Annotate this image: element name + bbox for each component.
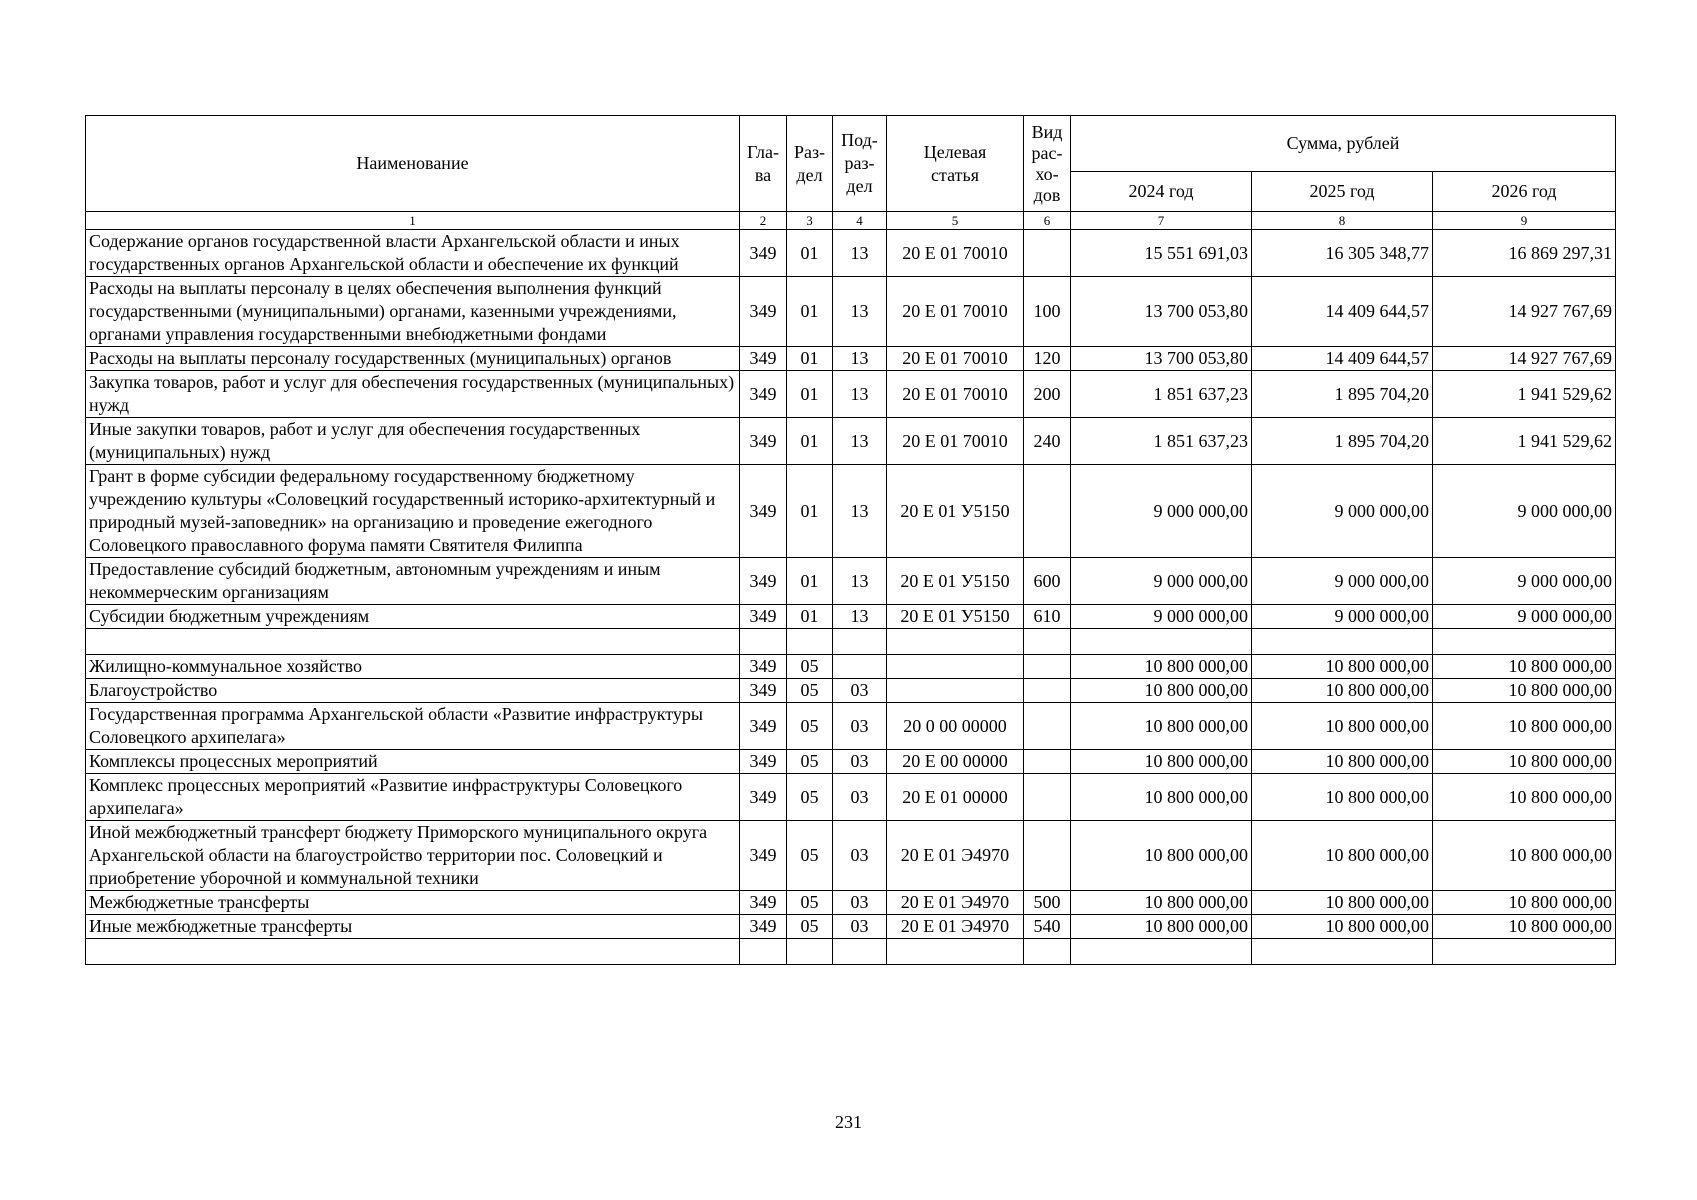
row-vid-rashodov — [1024, 465, 1071, 558]
row-name: Иные закупки товаров, работ и услуг для обеспечения государственных (муниципальных) нужд — [86, 418, 740, 465]
header-glava: Гла- ва — [740, 116, 787, 212]
row-vid-rashodov: 600 — [1024, 558, 1071, 605]
row-sum-2025: 10 800 000,00 — [1252, 891, 1433, 915]
row-tselevaya-statya: 20 Е 01 70010 — [887, 230, 1024, 277]
row-name: Содержание органов государственной власти Архангельской области и иных государственных органов Архангельской области и обеспечение их функций — [86, 230, 740, 277]
header-year-2026: 2026 год — [1433, 172, 1616, 212]
column-number: 5 — [887, 212, 1024, 230]
row-tselevaya-statya — [887, 629, 1024, 655]
row-name: Комплекс процессных мероприятий «Развитие инфраструктуры Соловецкого архипелага» — [86, 774, 740, 821]
row-glava — [740, 629, 787, 655]
row-vid-rashodov: 100 — [1024, 277, 1071, 347]
row-sum-2026 — [1433, 939, 1616, 965]
header-summa: Сумма, рублей — [1071, 116, 1616, 172]
row-sum-2025: 14 409 644,57 — [1252, 347, 1433, 371]
row-podrazdel: 03 — [833, 915, 887, 939]
header-vid-rashodov: Вид рас- хо- дов — [1024, 116, 1071, 212]
row-razdel: 05 — [787, 750, 833, 774]
row-sum-2026: 10 800 000,00 — [1433, 821, 1616, 891]
table-row — [86, 703, 1616, 750]
row-sum-2025: 9 000 000,00 — [1252, 558, 1433, 605]
row-sum-2026: 1 941 529,62 — [1433, 371, 1616, 418]
row-tselevaya-statya: 20 0 00 00000 — [887, 703, 1024, 750]
header-tselevaya-statya: Целевая статья — [887, 116, 1024, 212]
row-podrazdel — [833, 629, 887, 655]
row-sum-2025: 10 800 000,00 — [1252, 655, 1433, 679]
row-razdel: 01 — [787, 558, 833, 605]
column-number: 7 — [1071, 212, 1252, 230]
row-glava: 349 — [740, 418, 787, 465]
row-sum-2025: 10 800 000,00 — [1252, 750, 1433, 774]
row-sum-2025: 1 895 704,20 — [1252, 371, 1433, 418]
row-podrazdel: 03 — [833, 891, 887, 915]
row-name: Субсидии бюджетным учреждениям — [86, 605, 740, 629]
row-razdel: 01 — [787, 371, 833, 418]
row-name: Жилищно-коммунальное хозяйство — [86, 655, 740, 679]
row-podrazdel: 13 — [833, 558, 887, 605]
row-razdel: 01 — [787, 465, 833, 558]
row-sum-2025: 9 000 000,00 — [1252, 465, 1433, 558]
row-tselevaya-statya — [887, 679, 1024, 703]
row-tselevaya-statya: 20 Е 01 У5150 — [887, 605, 1024, 629]
row-vid-rashodov: 500 — [1024, 891, 1071, 915]
row-razdel: 05 — [787, 774, 833, 821]
row-sum-2025: 10 800 000,00 — [1252, 774, 1433, 821]
row-podrazdel: 03 — [833, 750, 887, 774]
row-razdel: 01 — [787, 418, 833, 465]
row-vid-rashodov — [1024, 230, 1071, 277]
row-sum-2024: 10 800 000,00 — [1071, 703, 1252, 750]
row-podrazdel: 13 — [833, 605, 887, 629]
row-razdel: 01 — [787, 347, 833, 371]
row-name: Межбюджетные трансферты — [86, 891, 740, 915]
row-podrazdel — [833, 939, 887, 965]
row-tselevaya-statya: 20 Е 01 70010 — [887, 347, 1024, 371]
row-sum-2025 — [1252, 939, 1433, 965]
row-razdel: 01 — [787, 605, 833, 629]
row-vid-rashodov — [1024, 939, 1071, 965]
row-sum-2026: 10 800 000,00 — [1433, 915, 1616, 939]
row-glava: 349 — [740, 655, 787, 679]
row-name: Иные межбюджетные трансферты — [86, 915, 740, 939]
row-razdel: 05 — [787, 915, 833, 939]
row-razdel: 05 — [787, 891, 833, 915]
row-tselevaya-statya: 20 Е 01 Э4970 — [887, 915, 1024, 939]
row-vid-rashodov — [1024, 655, 1071, 679]
row-name: Закупка товаров, работ и услуг для обеспечения государственных (муниципальных) нужд — [86, 371, 740, 418]
row-razdel: 05 — [787, 655, 833, 679]
table-row — [86, 750, 1616, 774]
column-number: 6 — [1024, 212, 1071, 230]
row-sum-2024: 13 700 053,80 — [1071, 347, 1252, 371]
table-row — [86, 939, 1616, 965]
row-sum-2026: 9 000 000,00 — [1433, 605, 1616, 629]
row-sum-2024: 9 000 000,00 — [1071, 465, 1252, 558]
row-razdel: 01 — [787, 277, 833, 347]
row-sum-2026: 1 941 529,62 — [1433, 418, 1616, 465]
row-sum-2024: 10 800 000,00 — [1071, 821, 1252, 891]
table-row — [86, 629, 1616, 655]
row-sum-2024: 10 800 000,00 — [1071, 750, 1252, 774]
row-name: Государственная программа Архангельской области «Развитие инфраструктуры Соловецкого архипелага» — [86, 703, 740, 750]
column-number: 4 — [833, 212, 887, 230]
table-row — [86, 679, 1616, 703]
column-number: 1 — [86, 212, 740, 230]
row-sum-2025: 16 305 348,77 — [1252, 230, 1433, 277]
row-name: Иной межбюджетный трансферт бюджету Приморского муниципального округа Архангельской области на благоустройство территории пос. Соловецкий и приобретение уборочной и коммунальной техники — [86, 821, 740, 891]
row-name: Комплексы процессных мероприятий — [86, 750, 740, 774]
row-razdel: 05 — [787, 679, 833, 703]
row-vid-rashodov: 240 — [1024, 418, 1071, 465]
row-vid-rashodov — [1024, 629, 1071, 655]
row-podrazdel: 13 — [833, 371, 887, 418]
row-glava: 349 — [740, 774, 787, 821]
table-row — [86, 347, 1616, 371]
row-vid-rashodov — [1024, 774, 1071, 821]
row-tselevaya-statya: 20 Е 01 70010 — [887, 277, 1024, 347]
row-glava: 349 — [740, 465, 787, 558]
row-sum-2024: 1 851 637,23 — [1071, 371, 1252, 418]
row-glava: 349 — [740, 371, 787, 418]
row-sum-2025 — [1252, 629, 1433, 655]
row-sum-2025: 10 800 000,00 — [1252, 679, 1433, 703]
row-sum-2026: 9 000 000,00 — [1433, 558, 1616, 605]
row-glava — [740, 939, 787, 965]
row-podrazdel — [833, 655, 887, 679]
row-sum-2024: 13 700 053,80 — [1071, 277, 1252, 347]
row-vid-rashodov — [1024, 750, 1071, 774]
row-tselevaya-statya: 20 Е 01 У5150 — [887, 558, 1024, 605]
row-razdel — [787, 939, 833, 965]
row-sum-2026 — [1433, 629, 1616, 655]
row-glava: 349 — [740, 230, 787, 277]
row-name: Грант в форме субсидии федеральному государственному бюджетному учреждению культуры «Соловецкий государственный историко-архитектурный и природный музей-заповедник» на организацию и проведение ежегодного Соловецкого православного форума памяти Святителя Филиппа — [86, 465, 740, 558]
row-podrazdel: 03 — [833, 679, 887, 703]
column-number: 8 — [1252, 212, 1433, 230]
row-glava: 349 — [740, 277, 787, 347]
row-sum-2026: 10 800 000,00 — [1433, 679, 1616, 703]
row-tselevaya-statya: 20 Е 01 Э4970 — [887, 891, 1024, 915]
row-vid-rashodov: 610 — [1024, 605, 1071, 629]
budget-table-container — [85, 115, 1615, 965]
row-podrazdel: 03 — [833, 774, 887, 821]
column-number-row — [86, 212, 1616, 230]
table-row — [86, 774, 1616, 821]
row-sum-2024: 10 800 000,00 — [1071, 679, 1252, 703]
table-row — [86, 418, 1616, 465]
row-razdel — [787, 629, 833, 655]
table-row — [86, 558, 1616, 605]
row-tselevaya-statya: 20 Е 01 У5150 — [887, 465, 1024, 558]
row-sum-2025: 10 800 000,00 — [1252, 821, 1433, 891]
row-sum-2024: 10 800 000,00 — [1071, 655, 1252, 679]
header-year-2025: 2025 год — [1252, 172, 1433, 212]
row-sum-2025: 14 409 644,57 — [1252, 277, 1433, 347]
row-sum-2025: 9 000 000,00 — [1252, 605, 1433, 629]
table-row — [86, 277, 1616, 347]
row-tselevaya-statya: 20 Е 01 70010 — [887, 418, 1024, 465]
row-vid-rashodov: 540 — [1024, 915, 1071, 939]
row-sum-2025: 10 800 000,00 — [1252, 915, 1433, 939]
row-razdel: 05 — [787, 821, 833, 891]
row-glava: 349 — [740, 891, 787, 915]
row-podrazdel: 13 — [833, 230, 887, 277]
page-number: 231 — [835, 1112, 862, 1132]
column-number: 9 — [1433, 212, 1616, 230]
row-vid-rashodov — [1024, 821, 1071, 891]
row-glava: 349 — [740, 821, 787, 891]
row-sum-2025: 10 800 000,00 — [1252, 703, 1433, 750]
row-glava: 349 — [740, 679, 787, 703]
row-sum-2026: 10 800 000,00 — [1433, 750, 1616, 774]
row-vid-rashodov — [1024, 703, 1071, 750]
table-row — [86, 655, 1616, 679]
row-podrazdel: 03 — [833, 703, 887, 750]
row-tselevaya-statya — [887, 939, 1024, 965]
row-sum-2024: 10 800 000,00 — [1071, 891, 1252, 915]
row-sum-2024: 10 800 000,00 — [1071, 774, 1252, 821]
row-podrazdel: 03 — [833, 821, 887, 891]
row-glava: 349 — [740, 703, 787, 750]
row-tselevaya-statya: 20 Е 01 00000 — [887, 774, 1024, 821]
row-tselevaya-statya: 20 Е 00 00000 — [887, 750, 1024, 774]
row-vid-rashodov: 120 — [1024, 347, 1071, 371]
row-name: Расходы на выплаты персоналу в целях обеспечения выполнения функций государственными (муниципальными) органами, казенными учреждениями, органами управления государственными внебюджетными фондами — [86, 277, 740, 347]
row-sum-2026: 10 800 000,00 — [1433, 774, 1616, 821]
row-podrazdel: 13 — [833, 465, 887, 558]
row-name: Благоустройство — [86, 679, 740, 703]
table-row — [86, 371, 1616, 418]
table-row — [86, 605, 1616, 629]
row-sum-2024: 9 000 000,00 — [1071, 605, 1252, 629]
row-sum-2026: 10 800 000,00 — [1433, 655, 1616, 679]
table-row — [86, 465, 1616, 558]
row-name: Расходы на выплаты персоналу государственных (муниципальных) органов — [86, 347, 740, 371]
row-sum-2024: 1 851 637,23 — [1071, 418, 1252, 465]
row-tselevaya-statya: 20 Е 01 70010 — [887, 371, 1024, 418]
row-sum-2026: 10 800 000,00 — [1433, 891, 1616, 915]
row-glava: 349 — [740, 750, 787, 774]
header-year-2024: 2024 год — [1071, 172, 1252, 212]
row-sum-2026: 14 927 767,69 — [1433, 347, 1616, 371]
row-sum-2024: 10 800 000,00 — [1071, 915, 1252, 939]
row-name — [86, 629, 740, 655]
table-body — [86, 212, 1616, 965]
row-sum-2024 — [1071, 939, 1252, 965]
row-vid-rashodov: 200 — [1024, 371, 1071, 418]
row-sum-2026: 10 800 000,00 — [1433, 703, 1616, 750]
row-glava: 349 — [740, 558, 787, 605]
row-glava: 349 — [740, 915, 787, 939]
row-razdel: 01 — [787, 230, 833, 277]
row-name — [86, 939, 740, 965]
header-name: Наименование — [86, 116, 740, 212]
row-podrazdel: 13 — [833, 277, 887, 347]
row-razdel: 05 — [787, 703, 833, 750]
row-sum-2024 — [1071, 629, 1252, 655]
row-tselevaya-statya — [887, 655, 1024, 679]
row-sum-2024: 9 000 000,00 — [1071, 558, 1252, 605]
row-glava: 349 — [740, 605, 787, 629]
row-podrazdel: 13 — [833, 347, 887, 371]
table-row — [86, 230, 1616, 277]
table-row — [86, 915, 1616, 939]
row-sum-2026: 9 000 000,00 — [1433, 465, 1616, 558]
column-number: 2 — [740, 212, 787, 230]
header-podrazdel: Под- раз- дел — [833, 116, 887, 212]
row-sum-2025: 1 895 704,20 — [1252, 418, 1433, 465]
row-sum-2024: 15 551 691,03 — [1071, 230, 1252, 277]
row-sum-2026: 14 927 767,69 — [1433, 277, 1616, 347]
table-row — [86, 891, 1616, 915]
row-vid-rashodov — [1024, 679, 1071, 703]
row-tselevaya-statya: 20 Е 01 Э4970 — [887, 821, 1024, 891]
row-sum-2026: 16 869 297,31 — [1433, 230, 1616, 277]
row-podrazdel: 13 — [833, 418, 887, 465]
table-row — [86, 821, 1616, 891]
column-number: 3 — [787, 212, 833, 230]
row-name: Предоставление субсидий бюджетным, автономным учреждениям и иным некоммерческим организациям — [86, 558, 740, 605]
budget-table — [85, 115, 1616, 965]
row-glava: 349 — [740, 347, 787, 371]
header-razdel: Раз- дел — [787, 116, 833, 212]
